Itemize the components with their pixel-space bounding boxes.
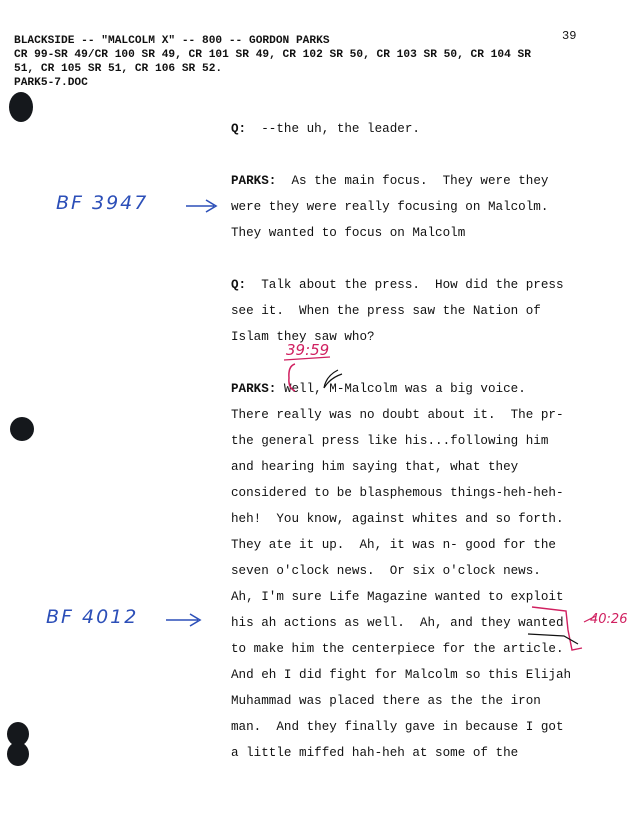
header-line-1: BLACKSIDE -- "MALCOLM X" -- 800 -- GORDON PARKS xyxy=(14,35,330,47)
parks2-line-12: man. And they finally gave in because I got xyxy=(231,720,564,734)
header-line-3: 51, CR 105 SR 51, CR 106 SR 52. xyxy=(14,63,223,75)
parks2-line-10: And eh I did fight for Malcolm so this Elijah xyxy=(231,668,572,682)
parks2-line-2: and hearing him saying that, what they xyxy=(231,460,519,474)
q-block-1 xyxy=(231,116,631,142)
q1-line-0: --the uh, the leader. xyxy=(246,122,420,136)
timecode-annotation-1: 39:59 xyxy=(286,341,330,359)
q-block-2-first xyxy=(231,272,631,298)
parks2-first: Well, M-Malcolm was a big voice. xyxy=(276,382,526,396)
speaker-parks: PARKS: xyxy=(231,382,277,396)
parks2-line-5: They ate it up. Ah, it was n- good for the xyxy=(231,538,556,552)
q2-first: Talk about the press. How did the press xyxy=(246,278,564,292)
q2-line-0: see it. When the press saw the Nation of xyxy=(231,304,541,318)
blue-arrow-2 xyxy=(166,614,200,626)
bf-annotation-2: BF 4012 xyxy=(46,606,139,628)
header-line-4: PARK5-7.DOC xyxy=(14,77,88,89)
binder-hole-middle xyxy=(10,417,34,441)
parks2-line-7: Ah, I'm sure Life Magazine wanted to exploit xyxy=(231,590,564,604)
parks2-line-4: heh! You know, against whites and so forth. xyxy=(231,512,564,526)
parks2-line-8: his ah actions as well. Ah, and they wanted xyxy=(231,616,564,630)
parks-block-1-first xyxy=(231,168,631,194)
parks2-line-9: to make him the centerpiece for the article. xyxy=(231,642,564,656)
speaker-q: Q: xyxy=(231,278,247,292)
parks2-line-3: considered to be blasphemous things-heh-heh- xyxy=(231,486,564,500)
speaker-parks: PARKS: xyxy=(231,174,277,188)
document-header xyxy=(14,34,531,90)
parks2-line-13: a little miffed hah-heh at some of the xyxy=(231,746,519,760)
parks2-line-6: seven o'clock news. Or six o'clock news. xyxy=(231,564,541,578)
parks-block-2-first xyxy=(231,376,631,402)
blue-arrow-1 xyxy=(186,200,216,212)
parks1-first: As the main focus. They were they xyxy=(276,174,549,188)
transcript-body xyxy=(231,116,631,766)
parks1-line-1: They wanted to focus on Malcolm xyxy=(231,226,466,240)
header-line-2: CR 99-SR 49/CR 100 SR 49, CR 101 SR 49, CR 102 SR 50, CR 103 SR 50, CR 104 SR xyxy=(14,49,531,61)
parks2-line-0: There really was no doubt about it. The pr- xyxy=(231,408,564,422)
parks2-line-1: the general press like his...following him xyxy=(231,434,549,448)
timecode-annotation-2: 40:26 xyxy=(590,612,628,627)
speaker-q: Q: xyxy=(231,122,247,136)
bf-annotation-1: BF 3947 xyxy=(56,192,149,214)
page-number: 39 xyxy=(562,29,577,43)
binder-hole-top xyxy=(9,92,33,122)
binder-hole-bottom-b xyxy=(7,742,29,766)
q2-line-1: Islam they saw who? xyxy=(231,330,375,344)
parks1-line-0: were they were really focusing on Malcolm. xyxy=(231,200,549,214)
parks2-line-11: Muhammad was placed there as the the iron xyxy=(231,694,541,708)
